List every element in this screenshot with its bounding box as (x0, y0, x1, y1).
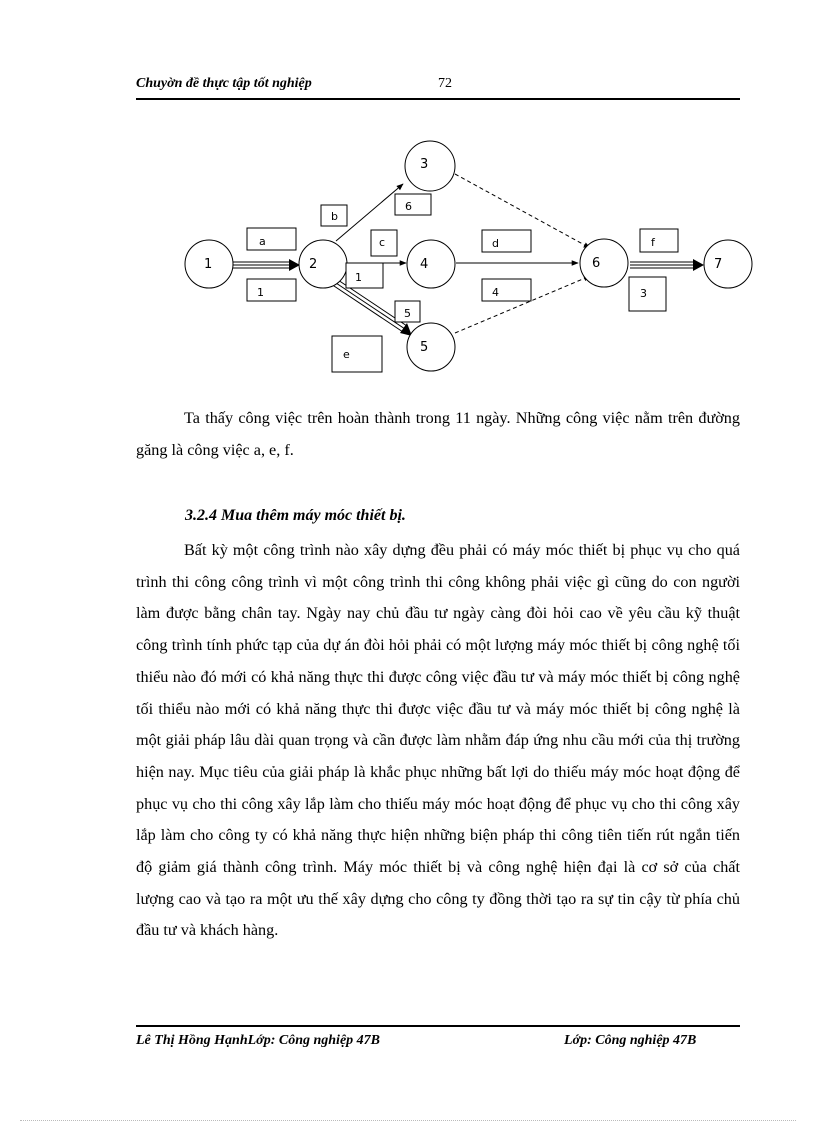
task-d-label: d (492, 237, 499, 250)
box-duration-e (395, 301, 420, 322)
box-duration-a (247, 279, 296, 301)
node-7-label: 7 (714, 257, 723, 272)
node-2-label: 2 (309, 257, 318, 272)
box-task-b (321, 205, 347, 226)
paragraph-equipment (136, 535, 740, 947)
arrow-a (232, 259, 300, 271)
section-heading: 3.2.4 Mua thêm máy móc thiết bị. (185, 507, 406, 524)
box-task-c (371, 230, 397, 256)
task-f-label: f (651, 236, 655, 249)
network-diagram (0, 0, 816, 400)
node-6-label: 6 (592, 256, 601, 271)
node-5 (407, 323, 455, 371)
node-1-label: 1 (204, 257, 213, 272)
task-b-label: b (331, 210, 338, 223)
box-task-d (482, 230, 531, 252)
paragraph-critical-path (136, 403, 740, 466)
duration-b: 6 (405, 200, 412, 213)
node-6 (580, 239, 628, 287)
duration-d: 4 (492, 286, 499, 299)
footer-class: Lớp: Công nghiệp 47B (564, 1033, 697, 1048)
box-duration-d (482, 279, 531, 301)
node-2 (299, 240, 347, 288)
node-5-label: 5 (420, 340, 429, 355)
node-3 (405, 141, 455, 191)
box-duration-f (629, 277, 666, 311)
page-number: 72 (438, 76, 452, 91)
footer-author: Lê Thị Hồng HạnhLớp: Công nghiệp 47B (136, 1033, 380, 1048)
paragraph-1-text: Ta thấy công việc trên hoàn thành trong 11 ngày. Những công việc nằm trên đường găng là công việc a, e, f. (136, 409, 740, 459)
task-c-label: c (379, 236, 386, 249)
task-e-label: e (343, 348, 350, 361)
header-title: Chuyờn đề thực tập tốt nghiệp (136, 76, 312, 91)
duration-e: 5 (404, 307, 411, 320)
box-duration-b (395, 194, 431, 215)
node-4 (407, 240, 455, 288)
box-task-f (640, 229, 678, 252)
box-task-e (332, 336, 382, 372)
paragraph-2-text: Bất kỳ một công trình nào xây dựng đều phải có máy móc thiết bị phục vụ cho quá trình thi công công trình vì một công trình thi công không phải việc gì cũng do con người làm được bằng chân tay. Ngày nay chủ đầu tư ngày càng đòi hỏi cao về yêu cầu kỹ thuật công trình tính phức tạp của dự án đòi hỏi phải có một lượng máy móc thiết bị công nghệ tối thiểu nào đó mới có khả năng thực thi được công việc đầu tư và máy móc thiết bị công nghệ tối thiểu nào mới có khả năng thực thi được việc đầu tư và máy móc thiết bị công nghệ là một giải pháp lâu dài quan trọng và cần được làm nhằm đáp ứng nhu cầu mới của thị trường hiện nay. Mục tiêu của giải pháp là khắc phục những bất lợi do thiếu máy móc hoạt động để phục vụ cho thi công xây lắp làm cho thiếu máy móc hoạt động để phục vụ cho thi công xây lắp làm cho công ty có khả năng thực hiện những biện pháp thi công tiên tiến rút ngắn tiến độ giảm giá thành công trình. Máy móc thiết bị và công nghệ hiện đại là cơ sở của chất lượng cao và tạo ra một ưu thế xây dựng cho công ty đồng thời tạo ra sự tin cậy từ phía chủ đầu tư và khách hàng. (136, 541, 740, 940)
arrow-f (630, 259, 704, 271)
box-duration-c (346, 263, 383, 288)
duration-c: 1 (355, 271, 362, 284)
page-footer (136, 1025, 740, 1049)
node-4-label: 4 (420, 257, 429, 272)
task-a-label: a (259, 235, 266, 248)
box-task-a (247, 228, 296, 250)
duration-a: 1 (257, 286, 264, 299)
node-3-label: 3 (420, 157, 429, 172)
duration-f: 3 (640, 287, 647, 300)
node-1 (185, 240, 233, 288)
page-bottom-divider (20, 1120, 796, 1121)
node-7 (704, 240, 752, 288)
